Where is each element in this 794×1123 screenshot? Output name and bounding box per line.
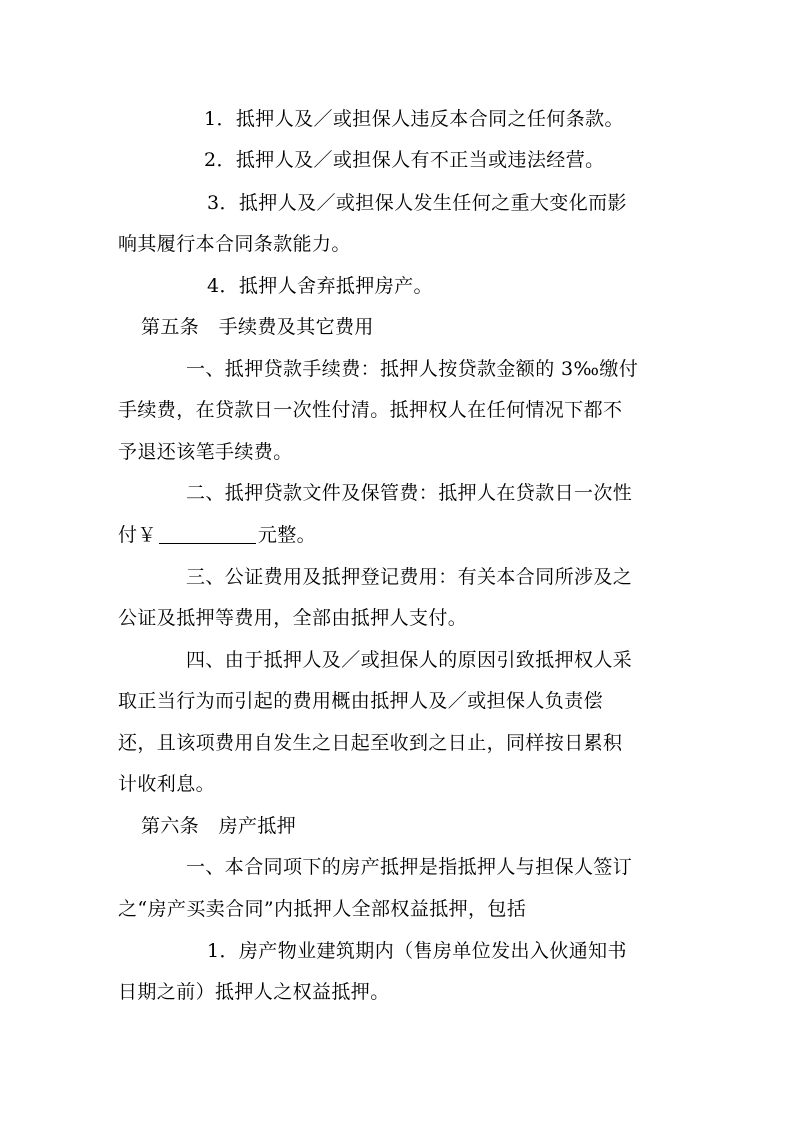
clause-item-3-line-1: 3．抵押人及／或担保人发生任何之重大变化而影: [207, 192, 627, 214]
article-5-para-1-line-3: 予退还该笔手续费。: [118, 441, 293, 463]
currency-prefix: 付￥: [118, 524, 157, 546]
clause-item-3-line-2: 响其履行本合同条款能力。: [118, 233, 351, 255]
article-6-item-1-line-2: 日期之前）抵押人之权益抵押。: [118, 981, 390, 1003]
article-5-para-3-line-1: 三、公证费用及抵押登记费用：有关本合同所涉及之: [186, 566, 633, 588]
amount-blank-field: [159, 525, 256, 544]
clause-item-1: 1．抵押人及／或担保人违反本合同之任何条款。: [204, 108, 624, 130]
clause-item-4: 4．抵押人舍弃抵押房产。: [207, 275, 433, 297]
article-5-para-2-line-1: 二、抵押贷款文件及保管费：抵押人在贷款日一次性: [186, 482, 633, 504]
article-6-para-1-line-1: 一、本合同项下的房产抵押是指抵押人与担保人签订: [186, 856, 633, 878]
article-6-heading: 第六条 房产抵押: [141, 815, 297, 837]
article-6-para-1-line-2: 之“房产买卖合同”内抵押人全部权益抵押，包括: [118, 898, 527, 920]
article-5-heading: 第五条 手续费及其它费用: [141, 316, 374, 338]
article-5-para-2-line-2: [118, 523, 316, 547]
article-5-para-3-line-2: 公证及抵押等费用，全部由抵押人支付。: [118, 607, 468, 629]
article-5-para-4-line-2: 取正当行为而引起的费用概由抵押人及／或担保人负责偿: [118, 690, 604, 712]
article-5-para-1-line-2: 手续费，在贷款日一次性付清。抵押权人在任何情况下都不: [118, 399, 623, 421]
article-5-para-4-line-3: 还，且该项费用自发生之日起至收到之日止，同样按日累积: [118, 732, 623, 754]
clause-item-2: 2．抵押人及／或担保人有不正当或违法经营。: [204, 149, 605, 171]
article-5-para-4-line-4: 计收利息。: [118, 773, 216, 795]
article-5-para-4-line-1: 四、由于抵押人及／或担保人的原因引致抵押权人采: [186, 649, 633, 671]
article-6-item-1-line-1: 1．房产物业建筑期内（售房单位发出入伙通知书: [207, 940, 627, 962]
amount-suffix: 元整。: [257, 524, 317, 546]
article-5-para-1-line-1: 一、抵押贷款手续费：抵押人按贷款金额的 3‰缴付: [186, 358, 639, 380]
